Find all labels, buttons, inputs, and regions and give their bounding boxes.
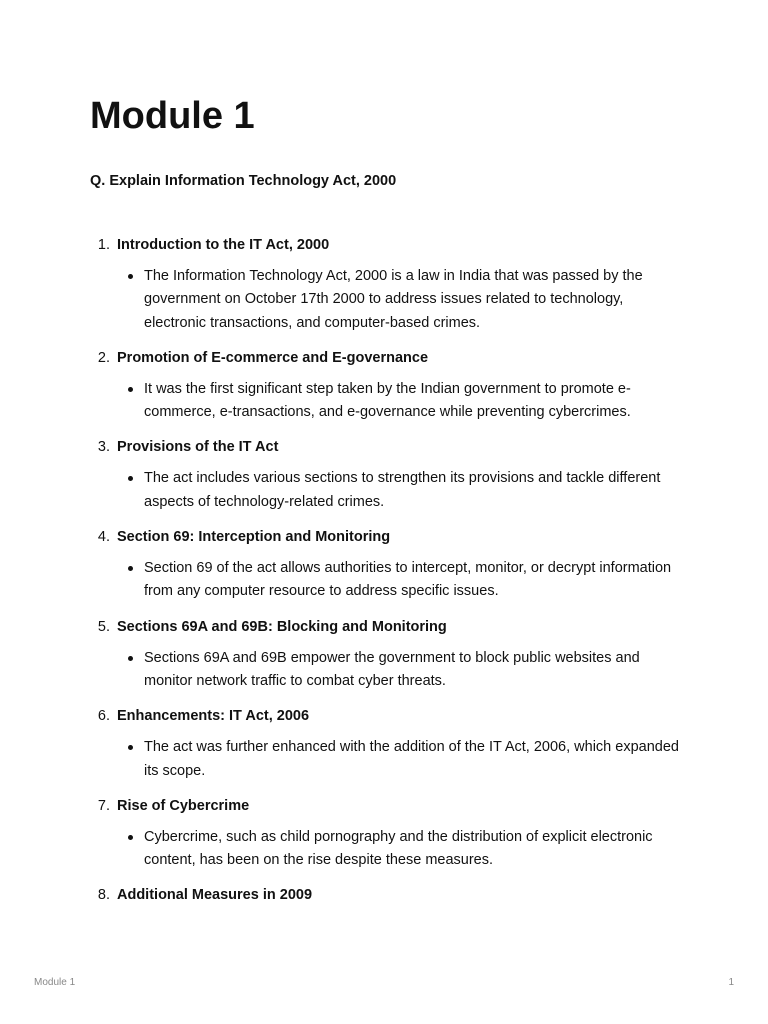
bullet-icon — [128, 566, 133, 571]
bullet-list — [117, 265, 690, 335]
bullet-icon — [128, 274, 133, 279]
section-heading: Introduction to the IT Act, 2000 — [117, 237, 330, 253]
section-number: 7. — [97, 797, 110, 814]
bullet-list — [117, 378, 690, 425]
bullet-item — [117, 736, 690, 783]
bullet-list — [117, 647, 690, 694]
section-item — [90, 346, 690, 425]
section-number: 6. — [97, 708, 110, 725]
bullet-item — [117, 265, 690, 335]
bullet-item — [117, 378, 690, 425]
bullet-item — [117, 647, 690, 694]
bullet-list — [117, 736, 690, 783]
section-item — [90, 883, 690, 907]
section-item — [90, 233, 690, 335]
section-heading: Promotion of E-commerce and E-governance — [117, 349, 429, 366]
bullet-text: It was the first significant step taken by the Indian government to promote e-commerce, e-transactions, and e-governance while preventing cybercrimes. — [144, 380, 631, 421]
bullet-list — [117, 826, 690, 873]
bullet-text: Cybercrime, such as child pornography and the distribution of explicit electronic content, has been on the rise despite these measures. — [144, 828, 653, 869]
section-number: 1. — [97, 237, 110, 253]
section-number: 4. — [97, 529, 110, 546]
section-item — [90, 525, 690, 604]
page-number: 1 — [728, 977, 734, 988]
section-number: 3. — [97, 439, 110, 456]
bullet-icon — [128, 656, 133, 661]
bullet-text: Section 69 of the act allows authorities to intercept, monitor, or decrypt information from any computer resource to address specific issues. — [144, 560, 672, 600]
section-heading: Section 69: Interception and Monitoring — [117, 529, 391, 546]
bullet-icon — [128, 745, 133, 750]
bullet-list — [117, 557, 690, 604]
bullet-item — [117, 557, 690, 604]
bullet-icon — [128, 476, 133, 481]
bullet-item — [117, 467, 690, 514]
bullet-text: Sections 69A and 69B empower the government to block public websites and monitor network traffic to combat cyber threats. — [144, 649, 640, 689]
section-number: 8. — [97, 887, 110, 904]
section-heading: Additional Measures in 2009 — [117, 887, 313, 904]
bullet-item — [117, 826, 690, 873]
bullet-icon — [128, 387, 133, 392]
section-heading: Provisions of the IT Act — [117, 439, 279, 456]
sections-list — [90, 233, 690, 918]
section-number: 2. — [97, 349, 110, 366]
page-title: Module 1 — [90, 95, 255, 137]
bullet-icon — [128, 835, 133, 840]
bullet-list — [117, 467, 690, 514]
bullet-text: The Information Technology Act, 2000 is a law in India that was passed by the government on October 17th 2000 to address issues related to technology, electronic transactions, and computer-based crimes. — [144, 268, 643, 331]
section-heading: Enhancements: IT Act, 2006 — [117, 708, 310, 725]
section-item — [90, 794, 690, 873]
question-heading: Q. Explain Information Technology Act, 2000 — [90, 173, 397, 189]
footer-title: Module 1 — [34, 977, 76, 988]
bullet-text: The act includes various sections to strengthen its provisions and tackle different aspects of technology-related crimes. — [144, 470, 661, 510]
section-heading: Rise of Cybercrime — [117, 797, 250, 814]
section-item — [90, 435, 690, 514]
section-item — [90, 704, 690, 783]
section-number: 5. — [97, 618, 110, 635]
bullet-text: The act was further enhanced with the addition of the IT Act, 2006, which expanded its scope. — [144, 739, 679, 779]
section-heading: Sections 69A and 69B: Blocking and Monitoring — [117, 618, 447, 635]
section-item — [90, 615, 690, 694]
